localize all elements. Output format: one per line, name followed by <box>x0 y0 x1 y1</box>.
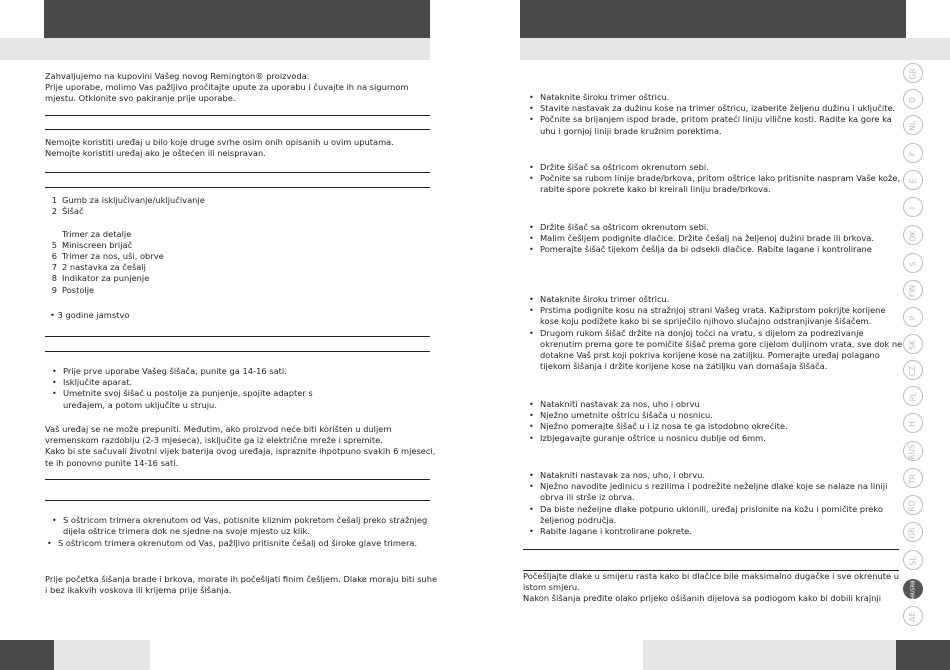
parts-item: 9 Postolje <box>51 284 95 295</box>
language-tab-ro[interactable]: RO <box>903 495 923 515</box>
language-tab-gb[interactable]: GB <box>903 63 923 83</box>
charging-list: • Prije prve uporabe Vašeg šišača, punite ga 14-16 sati. • Isključite aparat. • Umetnite svoj šišač u postolje za punjenje, spojite adapter s uređajem, a potom uključite u struju. <box>50 366 313 411</box>
language-tab-h[interactable]: H <box>903 413 923 433</box>
battery-paragraph: Vaš uređaj se ne može prepuniti. Međutim, ako proizvod neće biti korišten u duljem vremenskom razdoblju (2-3 mjeseca), isključite ga iz električne mreže i spremite. Kako bi ste sačuvali životni vijek baterija ovog uređaja, ispraznite ihpotpuno svakih 6 mjeseci, te ih ponovno punite 14-16 sati. <box>45 424 436 468</box>
section-rule <box>45 336 430 337</box>
parts-item: 7 2 nastavka za češalj <box>51 262 146 273</box>
language-tab-gr[interactable]: GR <box>903 522 923 542</box>
section-rule <box>45 187 430 188</box>
right-footer-light <box>643 640 896 670</box>
section-rule <box>523 549 899 550</box>
left-footer-light <box>54 640 150 670</box>
language-tab-nl[interactable]: NL <box>903 115 923 135</box>
parts-item: 6 Trimer za nos, uši, obrve <box>51 250 164 261</box>
language-tab-hr-srb[interactable]: HR/SRB <box>903 579 923 599</box>
left-header-band <box>0 38 430 60</box>
language-tab-s[interactable]: S <box>903 253 923 273</box>
section-2-list: • Držite šišač sa oštricom okrenutom sebi. • Počnite sa rubom linije brade/brkova, pritom oštrice lako pritisnite naspram Vaše kože, rabite spore pokrete kako bi kreirali liniju brade/brkova. <box>527 162 900 196</box>
parts-item: 2 Šišač <box>51 206 84 217</box>
language-tab-f[interactable]: F <box>903 143 923 163</box>
language-tab-p[interactable]: P <box>903 307 923 327</box>
comb-list: • S oštricom trimera okrenutom od Vas, potisnite kliznim pokretom češalj preko stražnjeg dijela oštrice trimera dok ne sjedne na svoje mjesto uz klik. <box>50 515 427 537</box>
language-tab-i[interactable]: I <box>903 197 923 217</box>
language-tab-d[interactable]: D <box>903 89 923 109</box>
parts-item: 8 Indikator za punjenje <box>51 273 150 284</box>
parts-item: Trimer za detalje <box>62 228 132 239</box>
section-rule <box>45 500 430 501</box>
language-tab-sl[interactable]: SL <box>903 550 923 570</box>
parts-item: 5 Miniscreen brijač <box>51 239 133 250</box>
left-footer-dark <box>0 640 54 670</box>
language-tab-cz[interactable]: CZ <box>903 360 923 380</box>
section-rule <box>45 129 430 130</box>
language-tab-e[interactable]: E <box>903 170 923 190</box>
language-tab-sk[interactable]: SK <box>903 334 923 354</box>
language-tab-fin[interactable]: FIN <box>903 280 923 300</box>
section-rule <box>45 351 430 352</box>
comb-list-2: • S oštricom trimera okrenutom od Vas, pažljivo pritisnite češalj od široke glave trimera. <box>45 538 417 549</box>
final-paragraph: Počešljajte dlake u smijeru rasta kako bi dlačice bile maksimalno dugačke i sve okrenute u istom smjeru. Nakon šišanja pređite olako prijeko ošišanih dijelova sa podlogom kako bi dobili krajnji <box>523 571 900 604</box>
parts-list <box>45 195 205 296</box>
parts-item: 1 Gumb za isključivanje/uključivanje <box>51 195 205 205</box>
parts-item <box>45 217 205 228</box>
section-3-list: • Držite šišač sa oštricom okrenutom sebi. • Malim češljem podignite dlačice. Držite češalj na željenoj dužini brade ili brkova. • Pomerajte šišač tijekom češlja da bi odsekli dlačice. Rabite lagane i kontrolirane <box>527 222 874 256</box>
right-header-bar <box>520 0 906 38</box>
language-tab-rus[interactable]: RUS <box>903 441 923 461</box>
right-footer-dark <box>896 640 950 670</box>
section-rule <box>45 172 430 173</box>
warranty-note: • 3 godine jamstvo <box>50 310 130 320</box>
before-paragraph: Prije početka šišanja brade i brkova, morate ih počešljati finim češljem. Dlake moraju biti suhe i bez ikakvih voskova ili krijema prije šišanja. <box>45 574 438 596</box>
language-tab-tr[interactable]: TR <box>903 468 923 488</box>
right-header-band <box>520 38 950 60</box>
language-tab-ae[interactable]: AE <box>903 606 923 626</box>
section-rule <box>45 479 430 480</box>
language-tab-dk[interactable]: DK <box>903 225 923 245</box>
warnings-paragraph: Nemojte koristiti uređaj u bilo koje druge svrhe osim onih opisanih u ovim uputama. Nemojte koristiti uređaj ako je oštećen ili neispravan. <box>45 137 394 159</box>
section-6-list: • Natakniti nastavak za nos, uho, i obrvu. • Nježno navodite jedinicu s rezilima i podrežite neželjne dlake koje se nalaze na liniji obrva ili strše iz obrva. • Da biste neželjne dlake potpuno uklonili, uređaj prislonite na kožu i pomičite preko željenog područja. • Rabite lagane i kontrolirane pokrete. <box>527 470 887 537</box>
section-rule <box>45 115 430 116</box>
intro-paragraph: Zahvaljujemo na kupovini Vašeg novog Remington® proizvoda. Prije uporabe, molimo Vas pažljivo pročitajte upute za uporabu i čuvajte ih na sigurnom mjestu. Otklonite svo pakiranje prije uporabe. <box>45 71 409 104</box>
language-tab-pl[interactable]: PL <box>903 386 923 406</box>
section-5-list: • Natakniti nastavak za nos, uho i obrvu • Nježno umetnite oštricu šišača u nosnicu. • Nježno pomerajte šišač u i iz nosa te ga istodobno okrećite. • Izbjegavajte guranje oštrice u nosnicu dublje od 6mm. <box>527 399 788 444</box>
section-4-list: • Nataknite široku trimer oštricu. • Prstima podignite kosu na stražnjoj strani Vašeg vrata. Kažiprstom pokrijte korijene kose koju podižete kako bi se spriječilo njihovo slučajno odstranjivanje šišačem. • Drugom rukom šišač držite na donjoj točci na vratu, s dijelom za podrezivanje okrenutim prema gore te pomičite šišač prema gore cijelom duljinom vrata, sve dok ne dotakne Vaš prst koji pokriva korijene kose na zatiljku. Pomerajte uređaj polagano tijekom šišanja i držite korijene kose na zatiljku van domašaja šišača. <box>527 294 902 372</box>
left-header-bar <box>44 0 430 38</box>
section-1-list: • Nataknite široku trimer oštricu. • Stavite nastavak za dužinu kose na trimer oštricu, izaberite željenu dužinu i uključite. • Počnite sa brijanjem ispod brade, pritom prateći liniju vilične kosti. Radite ka gore ka uhu i gornjoj liniji brade kružnim porektima. <box>527 92 895 137</box>
